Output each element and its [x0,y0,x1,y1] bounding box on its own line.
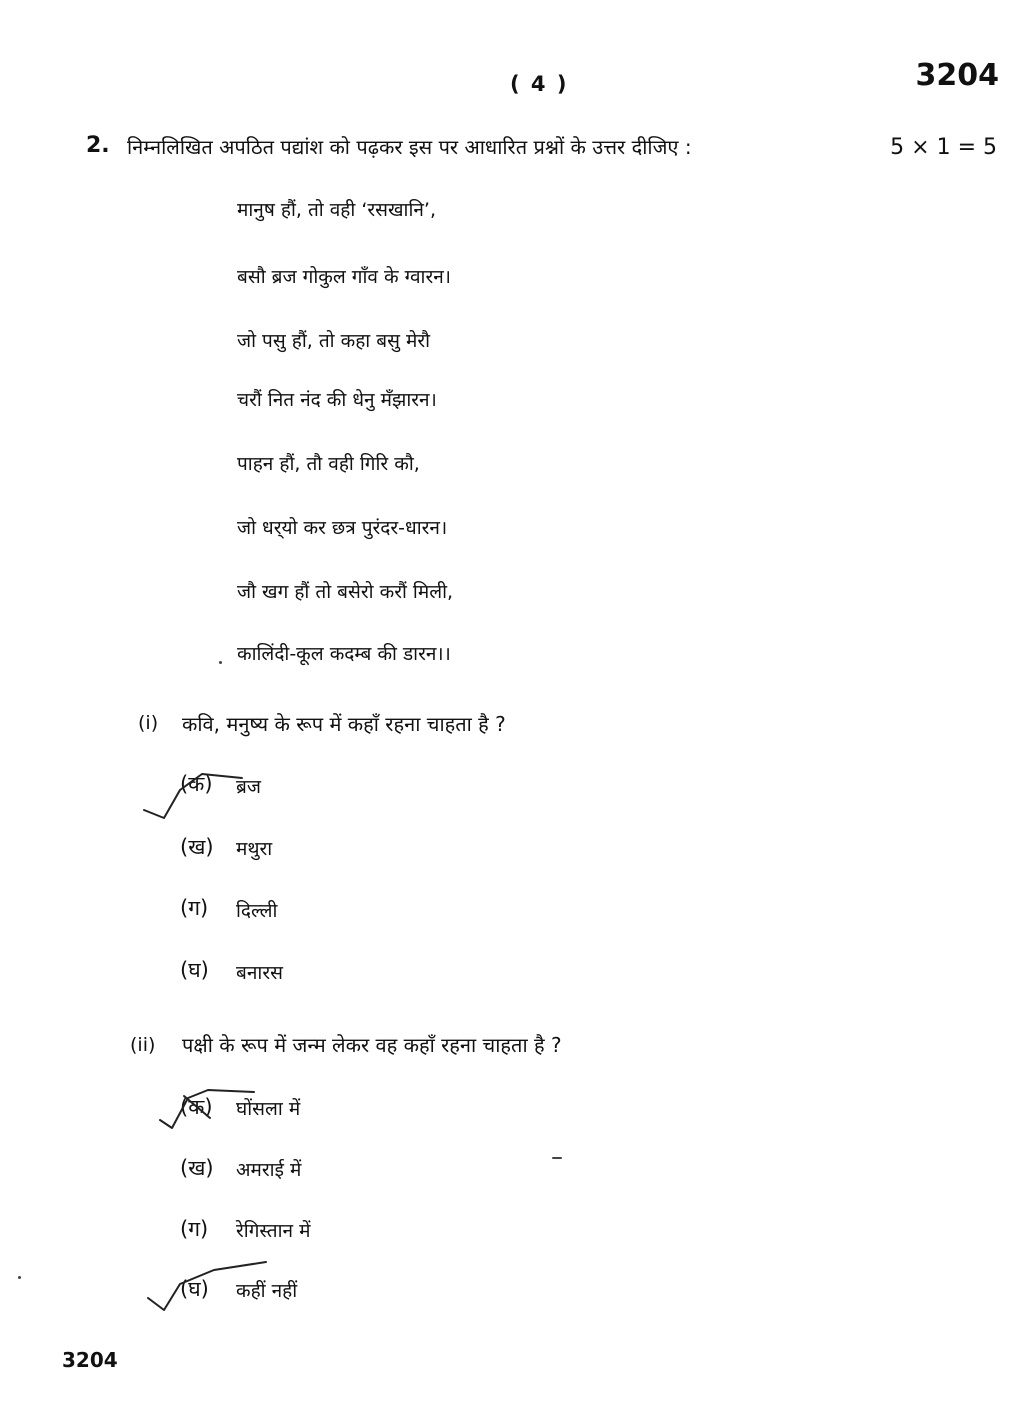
option-text: रेगिस्तान में [236,1220,311,1242]
option-text: दिल्ली [236,900,278,922]
option-text: अमराई में [236,1159,302,1181]
subquestion-text: कवि, मनुष्य के रूप में कहाँ रहना चाहता है ? [182,712,506,736]
scan-speck [219,661,222,664]
option-label: (घ) [180,958,209,982]
paper-code-bottom: 3204 [62,1348,118,1372]
poem-line: जो पसु हौं, तो कहा बसु मेरौ [237,330,431,352]
option-label: (ग) [180,896,209,920]
option-text: बनारस [236,962,283,984]
poem-line: चरौं नित नंद की धेनु मँझारन। [237,389,437,411]
option-text: ब्रज [236,776,261,798]
question-instruction: निम्नलिखित अपठित पद्यांश को पढ़कर इस पर आधारित प्रश्नों के उत्तर दीजिए : [127,135,692,159]
paper-code-top: 3204 [915,58,999,93]
option-label: (ख) [180,1156,214,1180]
page-number: ( 4 ) [510,72,569,96]
option-label: (घ) [180,1277,209,1301]
scan-speck [552,1157,562,1159]
poem-line: जौ खग हौं तो बसेरो करौं मिली, [237,581,454,603]
scan-speck [18,1276,21,1279]
poem-line: जो धर्‌यो कर छत्र पुरंदर-धारन। [237,517,448,539]
poem-line: मानुष हौं, तो वही ‘रसखानि’, [237,199,437,221]
poem-line: बसौ ब्रज गोकुल गाँव के ग्वारन। [237,266,451,288]
subquestion-text: पक्षी के रूप में जन्म लेकर वह कहाँ रहना चाहता है ? [182,1033,562,1057]
option-label: (ग) [180,1217,209,1241]
question-marks: 5 × 1 = 5 [890,135,997,160]
poem-line: कालिंदी-कूल कदम्ब की डारन।। [237,643,451,665]
question-number: 2. [86,133,110,158]
subquestion-number: (i) [138,712,159,734]
poem-line: पाहन हौं, तौ वही गिरि कौ, [237,453,420,475]
option-label: (क) [180,1095,213,1119]
option-text: मथुरा [236,838,273,860]
option-text: कहीं नहीं [236,1280,298,1302]
subquestion-number: (ii) [130,1034,156,1056]
option-label: (क) [180,772,213,796]
option-text: घोंसला में [236,1098,301,1120]
option-label: (ख) [180,835,214,859]
